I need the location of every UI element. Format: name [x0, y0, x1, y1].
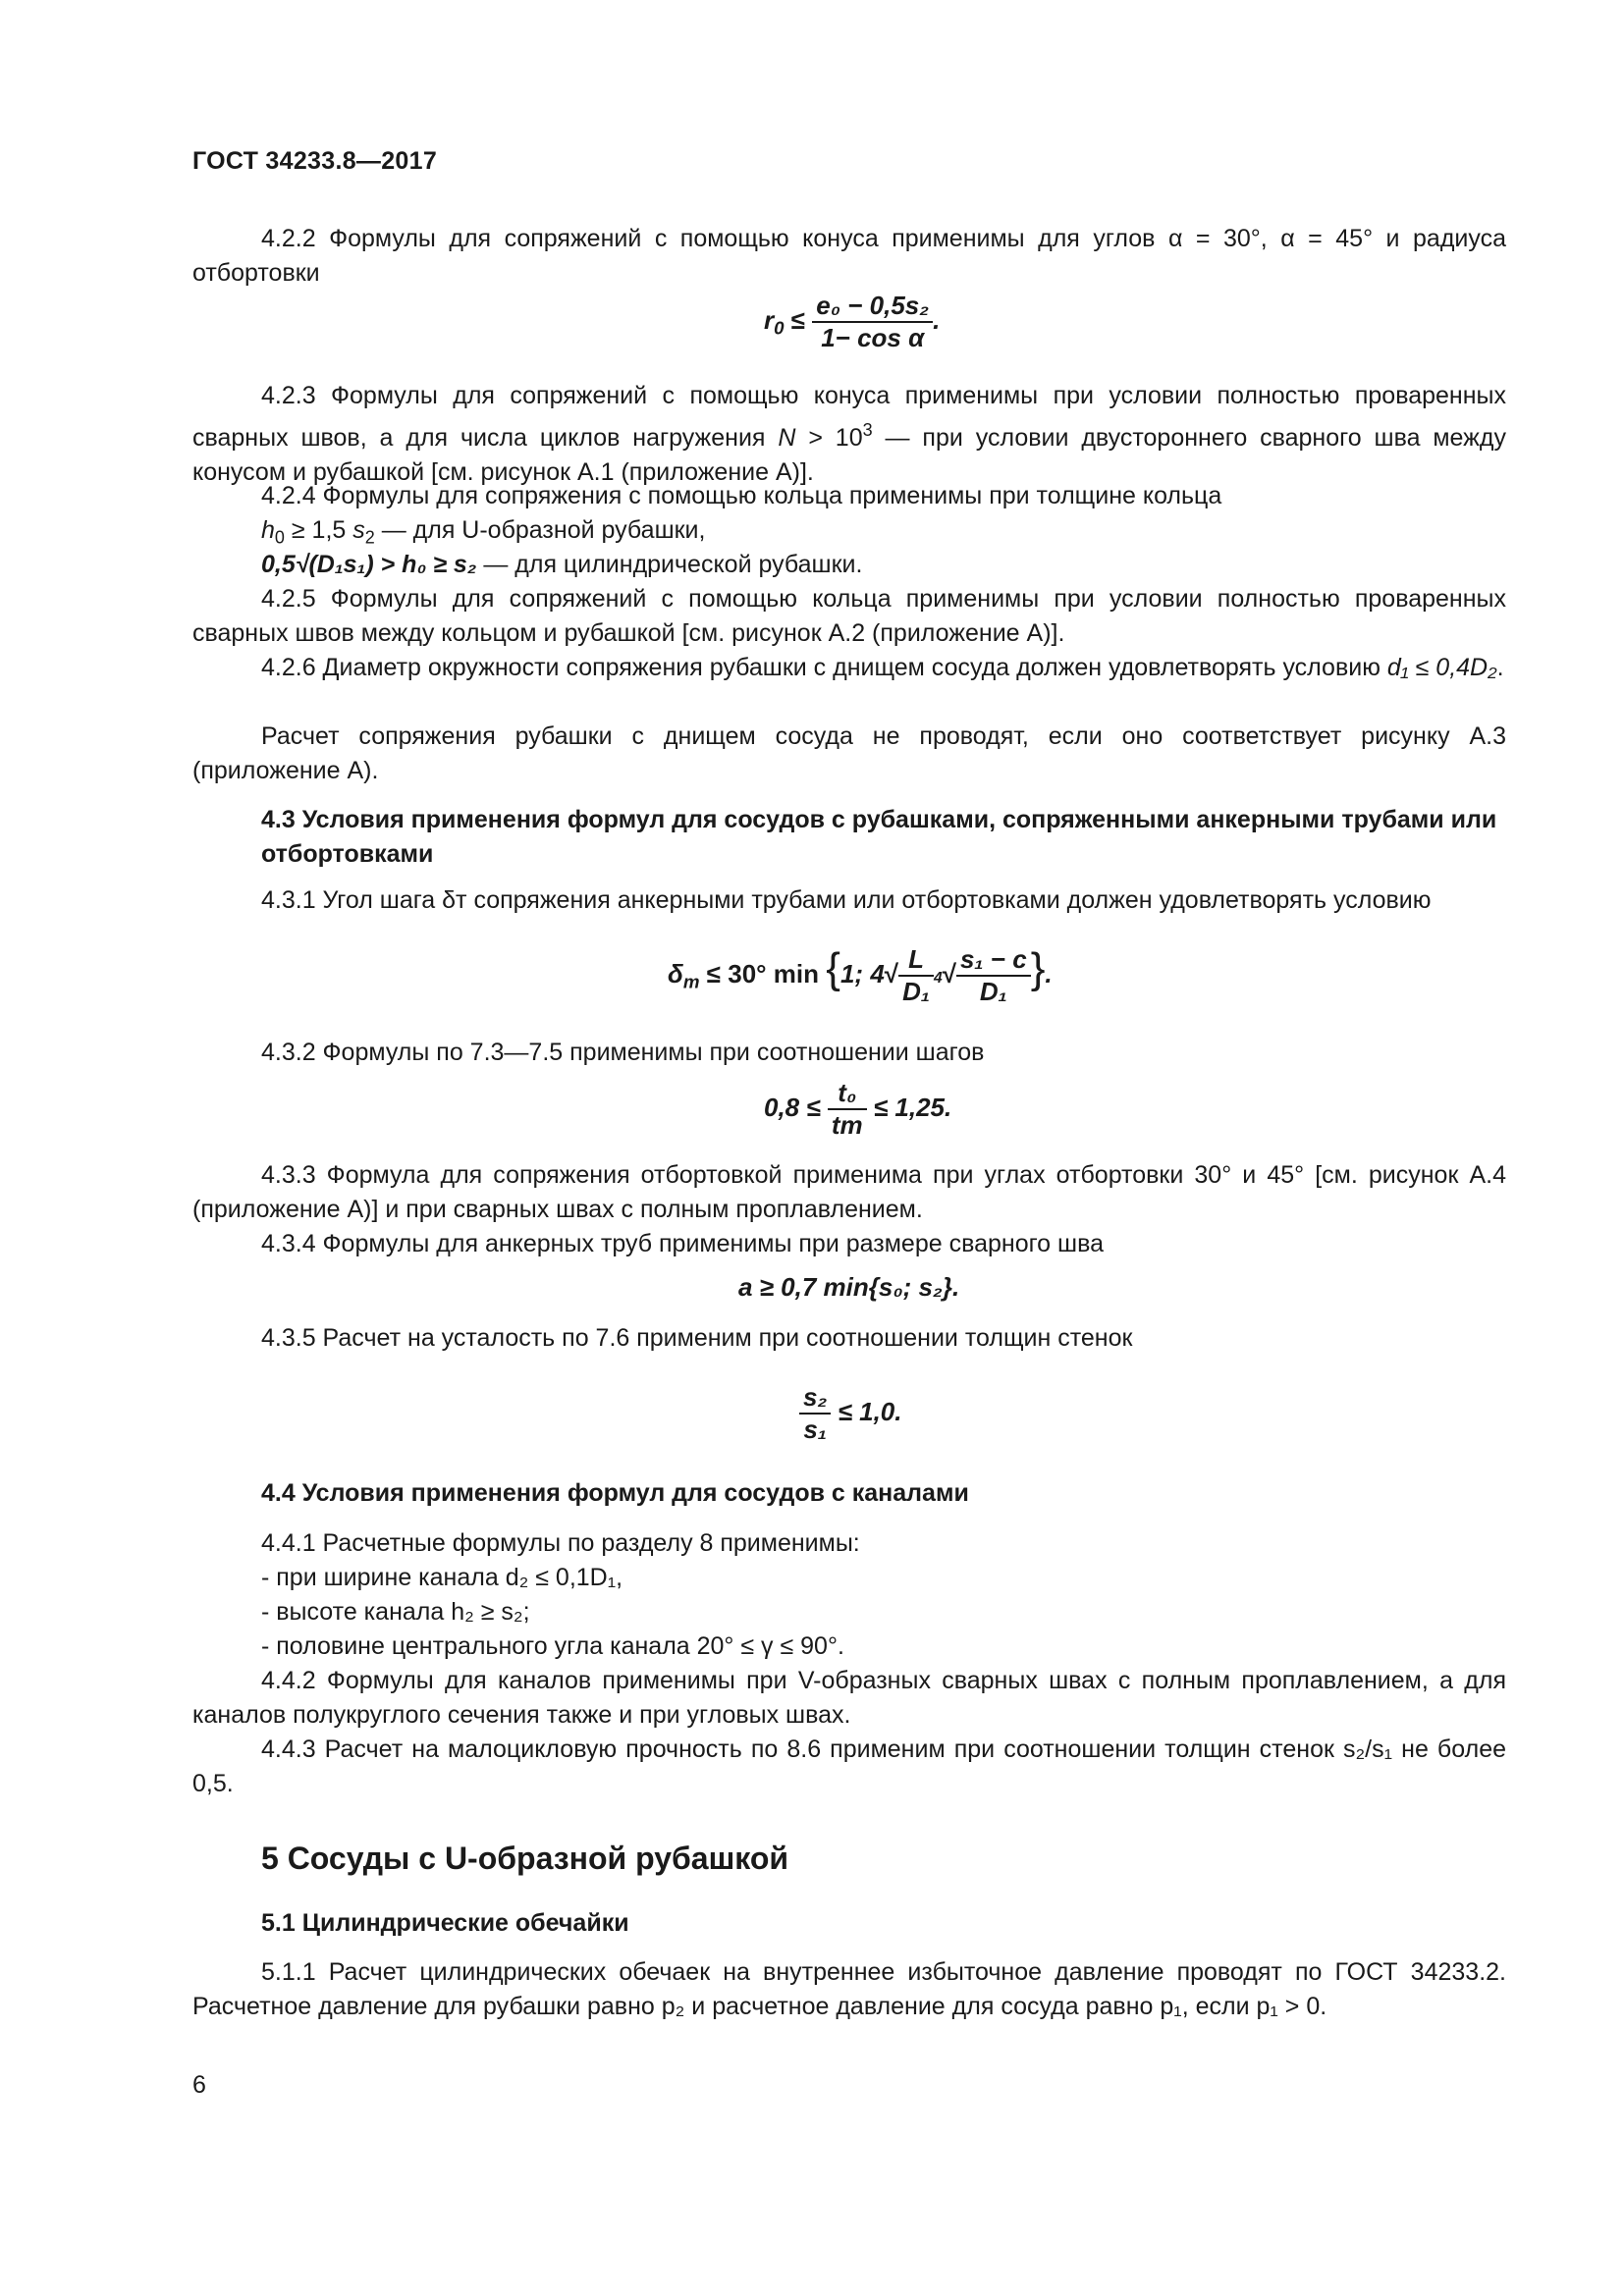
paragraph-4-2-6-b: Расчет сопряжения рубашки с днищем сосуда не проводят, если оно соответствует рисунку А.3 (приложение А).	[192, 722, 1506, 784]
paragraph-4-3-1: 4.3.1 Угол шага δт сопряжения анкерными трубами или отбортовками должен удовлетворять условию	[261, 886, 1432, 914]
paragraph-4-3-2: 4.3.2 Формулы по 7.3—7.5 применимы при соотношении шагов	[261, 1039, 985, 1066]
heading-5-1: 5.1 Цилиндрические обечайки	[261, 1909, 629, 1937]
paragraph-4-4-1: 4.4.1 Расчетные формулы по разделу 8 применимы:	[261, 1529, 860, 1557]
list-item: - при ширине канала d₂ ≤ 0,1D₁,	[261, 1564, 623, 1591]
paragraph-4-3-5: 4.3.5 Расчет на усталость по 7.6 применим при соотношении толщин стенок	[261, 1324, 1133, 1352]
formula-4-3-2: 0,8 ≤ $\frac{\text{t₀}}{tт}$ ≤ 1,25.	[764, 1078, 952, 1140]
heading-4-3: 4.3 Условия применения формул для сосудов с рубашками, сопряженными анкерными трубами или отбортовками	[261, 806, 1497, 868]
paragraph-4-4-3: 4.4.3 Расчет на малоцикловую прочность по 8.6 применим при соотношении толщин стенок s₂/s₁ не более 0,5.	[192, 1735, 1506, 1797]
paragraph-4-2-6: 4.2.6 Диаметр окружности сопряжения рубашки с днищем сосуда должен удовлетворять условию d₁ ≤ 0,4D₂.	[261, 654, 1504, 681]
list-item: - половине центрального угла канала 20° ≤ γ ≤ 90°.	[261, 1632, 844, 1660]
ring-condition-cyl-jacket: 0,5√(D₁s₁) > h₀ ≥ s₂ — для цилиндрической рубашки.	[261, 551, 863, 578]
paragraph-4-2-2: 4.2.2 Формулы для сопряжений с помощью конуса применимы для углов α = 30°, α = 45° и радиуса отбортовки	[192, 225, 1506, 287]
paragraph-4-2-3: 4.2.3 Формулы для сопряжений с помощью конуса применимы при условии полностью проваренных сварных швов, а для числа циклов нагружения $N > 10^3$ — при условии двустороннего сварного шва между конусом и рубашкой [см. рисунок А.1 (приложение А)].	[192, 382, 1506, 486]
ring-condition-u-jacket: $h_0 \ge 1,5$ $s_2$ — для U-образной рубашки,	[261, 516, 706, 548]
heading-5: 5 Сосуды с U-образной рубашкой	[261, 1841, 789, 1876]
paragraph-4-3-4: 4.3.4 Формулы для анкерных труб применимы при размере сварного шва	[261, 1230, 1104, 1257]
formula-4-3-1: $\delta_т \le 30^\circ$ min {1; 4√ $\frac{L}{\text{D₁}}$ 4√ $\frac{\text{s₁ − c}}{\text{D₁}}$ }.	[668, 944, 1053, 1007]
paragraph-4-3-3: 4.3.3 Формула для сопряжения отбортовкой применима при углах отбортовки 30° и 45° [см. рисунок А.4 (приложение А)] и при сварных швах с полным проплавлением.	[192, 1161, 1506, 1223]
formula-4-2-2: $r_0$ ≤ $\frac{\text{e₀ − 0,5s₂}}{\text{1− cos α}}$ .	[764, 291, 941, 352]
paragraph-5-1-1: 5.1.1 Расчет цилиндрических обечаек на внутреннее избыточное давление проводят по ГОСТ 34233.2. Расчетное давление для рубашки равно p₂ и расчетное давление для сосуда равно p₁, если p₁ > 0.	[192, 1958, 1506, 2020]
list-item: - высоте канала h₂ ≥ s₂;	[261, 1598, 530, 1626]
paragraph-4-2-4: 4.2.4 Формулы для сопряжения с помощью кольца применимы при толщине кольца	[261, 482, 1222, 509]
heading-4-4: 4.4 Условия применения формул для сосудов с каналами	[261, 1479, 969, 1507]
formula-4-3-4: a ≥ 0,7 min{s₀; s₂}.	[738, 1272, 960, 1302]
formula-4-3-5: $\frac{\text{s₂}}{\text{s₁}}$ ≤ 1,0.	[799, 1382, 901, 1445]
standard-header: ГОСТ 34233.8—2017	[192, 147, 438, 175]
page-number: 6	[192, 2071, 206, 2099]
paragraph-4-2-5: 4.2.5 Формулы для сопряжений с помощью кольца применимы при условии полностью проваренных сварных швов между кольцом и рубашкой [см. рисунок А.2 (приложение А)].	[192, 585, 1506, 647]
paragraph-4-4-2: 4.4.2 Формулы для каналов применимы при V-образных сварных швах с полным проплавлением, а для каналов полукруглого сечения также и при угловых швах.	[192, 1667, 1506, 1729]
